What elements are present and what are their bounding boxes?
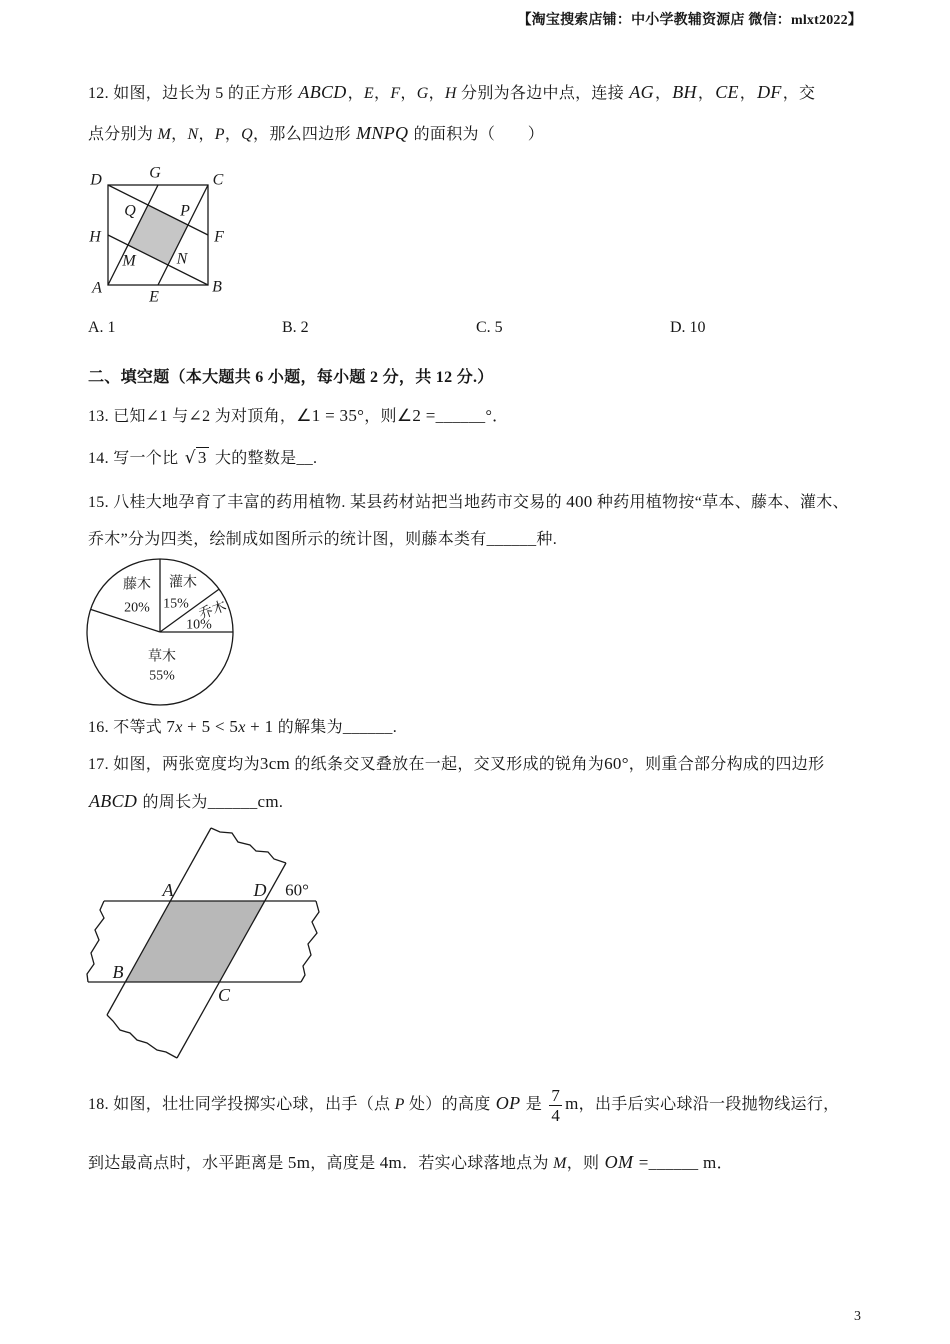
fraction-denominator: 4 [551, 1106, 561, 1125]
math-variable: H [444, 85, 457, 102]
math-number: 7 [166, 717, 176, 736]
shaded-parallelogram-abcd [125, 901, 265, 982]
math-number: 3cm [259, 754, 291, 773]
header-watermark: 【淘宝搜索店铺：中小学教辅资源店 微信：mlxt2022】 [517, 13, 862, 28]
text-run: 18. 如图，壮壮同学投掷实心球，出手（点 [88, 1096, 395, 1114]
math-number: 400 [566, 492, 593, 511]
label-m: M [122, 252, 136, 270]
math-number: + 5 < 5 [182, 717, 239, 736]
q12-line-2 [88, 122, 544, 146]
text-run: 14. 写一个比 [88, 450, 183, 467]
label-q: Q [124, 202, 136, 220]
math-number: m [698, 1153, 717, 1172]
pie-label-percent-0: 20% [124, 600, 150, 616]
text-run: ______ [435, 408, 486, 425]
text-run: ，出手后实心球沿一段抛物线运行， [578, 1096, 840, 1114]
text-run: ， [171, 126, 188, 143]
q17-paper-strips-figure [80, 820, 330, 1065]
math-variable: M [157, 126, 172, 143]
pie-label-name-1: 灌木 [169, 575, 197, 591]
q18-line-1 [88, 1086, 839, 1125]
text-run: ，则 [566, 1155, 604, 1172]
text-run: ，那么四边形 [253, 126, 356, 143]
text-run: ， [347, 85, 364, 102]
tilted-strip-bottom-torn-edge [107, 1015, 177, 1058]
pie-label-name-0: 藤木 [123, 577, 151, 593]
label-f: F [214, 228, 224, 246]
math-variable: E [363, 85, 374, 102]
text-run: ， [374, 85, 391, 102]
math-expression: MNPQ [356, 123, 409, 143]
text-run: ______ [648, 1155, 699, 1172]
q12-options [88, 317, 808, 339]
q16-line-1 [88, 716, 397, 739]
label-a: A [92, 279, 102, 297]
pie-label-percent-1: 15% [163, 596, 189, 612]
page-number: 3 [854, 1309, 861, 1324]
text-run: ， [198, 126, 215, 143]
math-variable: P [394, 1096, 405, 1114]
label-b: B [112, 962, 124, 982]
math-number: ∠2 = [396, 406, 436, 425]
tilted-strip-top-torn-edge [211, 828, 286, 863]
text-run: 16. 不等式 [88, 719, 167, 736]
text-run: ，则 [364, 408, 397, 425]
q12-line-1 [88, 81, 815, 105]
text-run: 是 [521, 1096, 547, 1114]
math-number: + 1 [245, 717, 274, 736]
fraction [549, 1086, 562, 1125]
text-run: ． [716, 1155, 733, 1172]
label-e: E [149, 288, 159, 306]
text-run: ．若实心球落地点为 [402, 1155, 554, 1172]
math-expression: DF [757, 82, 782, 102]
math-expression: AG [629, 82, 654, 102]
math-variable: Q [241, 126, 254, 143]
label-c: C [217, 985, 231, 1005]
q17-line-2 [88, 790, 283, 814]
pie-label-percent-3: 55% [149, 668, 175, 684]
label-h: H [89, 228, 101, 246]
label-c: C [212, 171, 224, 189]
label-b: B [212, 278, 222, 296]
text-run: ，交 [782, 85, 816, 102]
math-number: ∠1 = 35° [296, 406, 365, 425]
text-run: 17. 如图，两张宽度均为 [88, 756, 260, 773]
math-expression: CE [715, 82, 739, 102]
math-variable: N [187, 126, 199, 143]
label-a: A [162, 880, 174, 900]
q17-line-1 [88, 753, 824, 776]
q13-line-1 [88, 405, 508, 428]
label-p: P [180, 202, 190, 220]
horizontal-strip-left-torn-edge [87, 901, 104, 982]
pie-label-name-3: 草木 [148, 649, 176, 665]
text-run: 的解集为______. [273, 719, 398, 736]
label-d: D [90, 171, 102, 189]
math-expression: ABCD [298, 82, 347, 102]
text-run: 大的整数是__. [210, 450, 318, 467]
horizontal-strip-right-torn-edge [301, 901, 319, 982]
text-run: ， [697, 85, 715, 102]
text-run: 的周长为______ [138, 794, 258, 811]
text-run: 的纸条交叉叠放在一起，交叉形成的锐角为 [290, 756, 605, 773]
angle-label: 60° [285, 880, 309, 900]
math-number: 4m [379, 1153, 403, 1172]
text-run: 的面积为（ ） [409, 126, 545, 143]
math-variable: P [214, 126, 225, 143]
math-variable: x [238, 719, 246, 736]
text-run: 乔木”分为四类，绘制成如图所示的统计图，则藤本类有______种. [88, 531, 558, 548]
math-expression: ABCD [89, 791, 138, 811]
pie-chart [84, 555, 238, 711]
label-n: N [176, 250, 188, 268]
radical-sign-icon [185, 450, 196, 467]
text-run: . [278, 794, 284, 811]
text-run: ，高度是 [310, 1155, 380, 1172]
text-run: °． [485, 408, 509, 425]
text-run: ， [739, 85, 757, 102]
text-run: ， [654, 85, 672, 102]
pie-label-name-2: 乔木 [197, 599, 229, 623]
text-run: ， [400, 85, 417, 102]
label-g: G [149, 164, 161, 182]
text-run: 13. 已知∠1 与∠2 为对顶角， [88, 408, 297, 425]
math-expression: OM [604, 1152, 634, 1172]
option-a[interactable]: A. 1 [88, 319, 116, 336]
math-variable: F [390, 85, 401, 102]
option-b[interactable]: B. 2 [282, 319, 309, 336]
math-variable: x [175, 719, 183, 736]
option-c[interactable]: C. 5 [476, 319, 503, 336]
text-run: 12. 如图，边长为 5 的正方形 [88, 85, 298, 102]
text-run: 15. 八桂大地孕育了丰富的药用植物. 某县药材站把当地药市交易的 [88, 494, 567, 511]
text-run: ，则重合部分构成的四边形 [628, 756, 825, 773]
text-run: 分别为各边中点，连接 [456, 85, 629, 102]
math-expression: OP [495, 1093, 521, 1114]
label-d: D [253, 880, 267, 900]
math-number: = [634, 1153, 649, 1172]
radicand: 3 [197, 448, 207, 467]
text-run: 种药用植物按“草本、藤本、灌木、 [592, 494, 849, 511]
q15-line-2 [88, 529, 557, 551]
q12-square-figure [84, 166, 234, 306]
math-expression: BH [672, 82, 697, 102]
text-run: ， [224, 126, 242, 143]
math-number: 5m [287, 1153, 311, 1172]
text-run: 到达最高点时，水平距离是 [88, 1155, 288, 1172]
q14-line-1 [88, 447, 317, 470]
text-run: 处）的高度 [404, 1096, 495, 1114]
square-root [185, 447, 209, 470]
pie-label-percent-2: 10% [186, 617, 212, 633]
section-heading: 二、填空题（本大题共 6 小题，每小题 2 分，共 12 分.） [88, 369, 494, 386]
q15-line-1 [88, 491, 849, 514]
math-number: 60° [604, 754, 629, 773]
math-number: m [565, 1094, 579, 1114]
math-variable: M [553, 1155, 567, 1172]
text-run: ， [428, 85, 445, 102]
fraction-numerator: 7 [551, 1086, 561, 1105]
math-number: cm [257, 792, 279, 811]
math-variable: G [416, 85, 429, 102]
q18-line-2 [88, 1151, 733, 1175]
text-run: 点分别为 [88, 126, 158, 143]
option-d[interactable]: D. 10 [670, 319, 706, 336]
